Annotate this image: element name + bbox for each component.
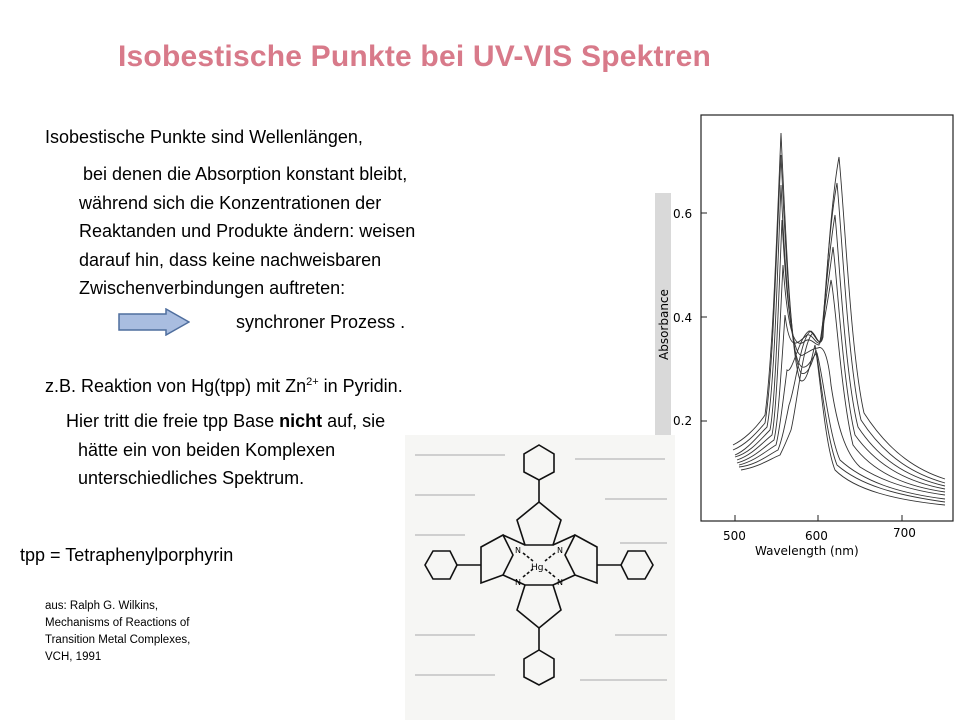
xtick: 700 <box>893 526 916 540</box>
definition-line: bei denen die Absorption konstant bleibt, <box>83 164 408 184</box>
ytick: 0.2 <box>673 414 693 428</box>
charge-superscript: 2+ <box>306 376 319 388</box>
ytick: 0.4 <box>673 311 693 325</box>
example-text <box>45 372 403 401</box>
citation <box>45 598 190 666</box>
note-bold: nicht <box>279 411 323 431</box>
tpp-definition: tpp = Tetraphenylporphyrin <box>20 545 234 565</box>
note-paragraph <box>66 407 385 493</box>
nitrogen-label: N <box>557 546 563 555</box>
y-axis-label: Absorbance <box>657 289 671 360</box>
spectrum-figure <box>655 105 955 575</box>
ytick: 0.6 <box>673 207 693 221</box>
nitrogen-label: N <box>515 546 521 555</box>
example-prefix: z.B. Reaktion von Hg(tpp) mit Zn <box>45 376 307 396</box>
definition-line: Reaktanden und Produkte ändern: weisen <box>79 221 416 241</box>
xtick: 600 <box>805 529 828 543</box>
citation-line: VCH, 1991 <box>45 651 102 663</box>
metal-label: Hg <box>531 563 544 573</box>
example-suffix: in Pyridin. <box>318 376 403 396</box>
note-pre: Hier tritt die freie tpp Base <box>66 411 280 431</box>
note-line <box>66 407 385 436</box>
slide-title: Isobestische Punkte bei UV-VIS Spektren <box>118 40 711 73</box>
citation-line: Transition Metal Complexes, <box>45 634 191 646</box>
intro-text: Isobestische Punkte sind Wellenlängen, <box>45 127 363 147</box>
definition-paragraph <box>79 160 415 303</box>
note-post: auf, sie <box>322 411 386 431</box>
definition-line: darauf hin, dass keine nachweisbaren <box>79 249 382 270</box>
hg-tpp-structure <box>405 435 675 720</box>
conclusion-text: synchroner Prozess . <box>236 312 406 332</box>
nitrogen-label: N <box>515 578 521 587</box>
xtick: 500 <box>723 529 746 543</box>
x-axis-label: Wavelength (nm) <box>755 544 859 558</box>
citation-line: Mechanisms of Reactions of <box>45 617 190 629</box>
nitrogen-label: N <box>557 578 563 587</box>
definition-line: während sich die Konzentrationen der <box>79 192 382 213</box>
right-arrow-icon <box>118 308 190 336</box>
definition-line: Zwischenverbindungen auftreten: <box>79 278 346 298</box>
note-line: hätte ein von beiden Komplexen <box>78 439 336 460</box>
citation-line: aus: Ralph G. Wilkins, <box>45 600 159 612</box>
note-line: unterschiedliches Spektrum. <box>78 468 305 488</box>
